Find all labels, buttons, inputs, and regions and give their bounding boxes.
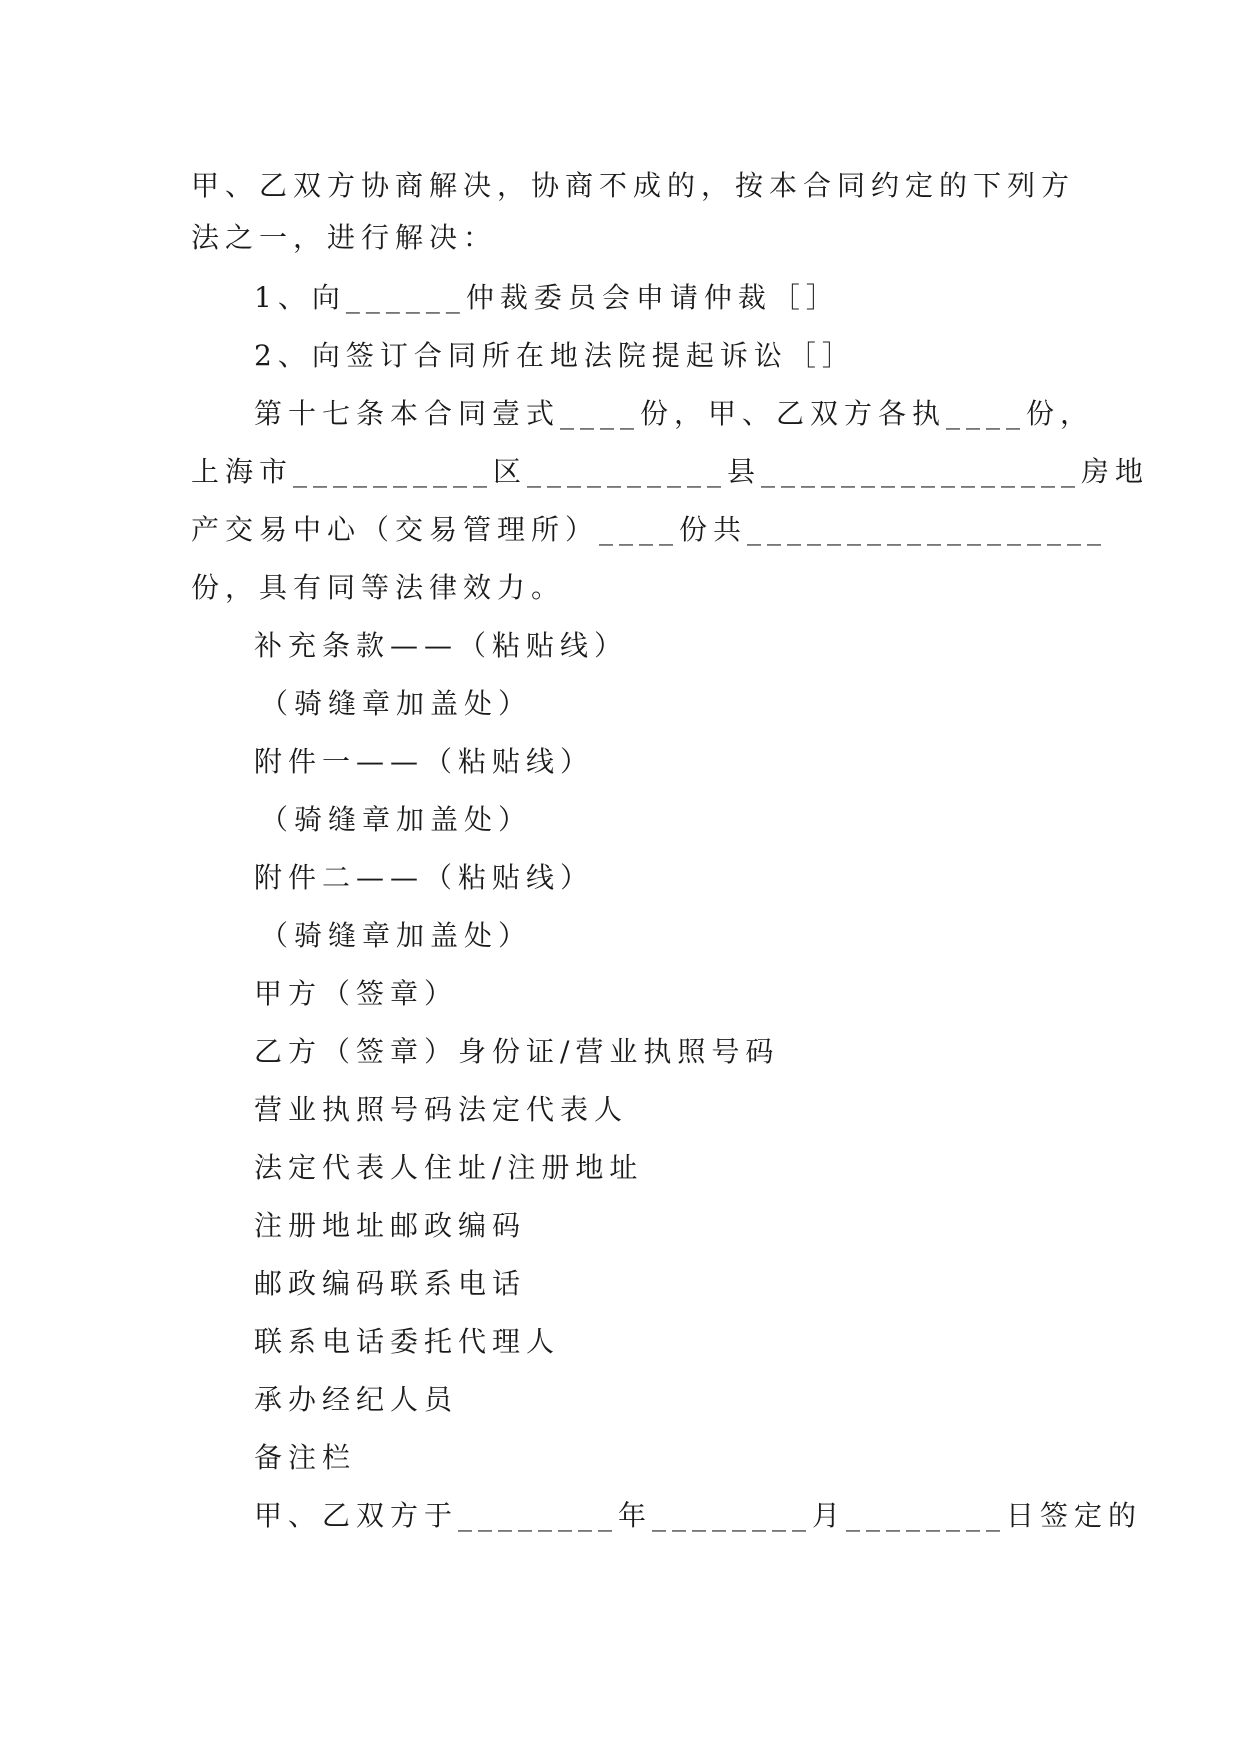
paragraph-line: 甲、乙双方协商解决，协商不成的，按本合同约定的下列方 <box>191 169 1076 202</box>
paragraph-line: 份，具有同等法律效力。 <box>191 571 566 604</box>
paragraph-line: 法之一，进行解决： <box>191 221 498 254</box>
signing-date-line: 甲、乙双方于________年________月________日签定的 <box>254 1499 1143 1532</box>
article-17-line: 第十七条本合同壹式____份，甲、乙双方各执____份， <box>254 397 1095 430</box>
representative-address-label: 法定代表人住址/注册地址 <box>254 1151 644 1184</box>
agent-label: 联系电话委托代理人 <box>254 1325 561 1358</box>
paragraph-line: 产交易中心（交易管理所）____份共__________________ <box>191 513 1108 546</box>
party-a-signature-label: 甲方（签章） <box>254 977 459 1010</box>
option-litigation: 2、向签订合同所在地法院提起诉讼［］ <box>254 339 856 372</box>
option-arbitration: 1、向______仲裁委员会申请仲裁［］ <box>254 281 840 314</box>
party-b-signature-label: 乙方（签章）身份证/营业执照号码 <box>254 1035 780 1068</box>
phone-label: 邮政编码联系电话 <box>254 1267 527 1300</box>
seal-placement-label: （骑缝章加盖处） <box>260 803 533 836</box>
seal-placement-label: （骑缝章加盖处） <box>260 919 533 952</box>
remarks-label: 备注栏 <box>254 1441 357 1474</box>
seal-placement-label: （骑缝章加盖处） <box>260 687 533 720</box>
postal-code-label: 注册地址邮政编码 <box>254 1209 527 1242</box>
business-license-label: 营业执照号码法定代表人 <box>254 1093 629 1126</box>
broker-label: 承办经纪人员 <box>254 1383 459 1416</box>
attachment-2-label: 附件二——（粘贴线） <box>254 861 595 894</box>
attachment-1-label: 附件一——（粘贴线） <box>254 745 595 778</box>
supplementary-clause-label: 补充条款——（粘贴线） <box>254 629 629 662</box>
paragraph-line: 上海市__________区__________县________________房地 <box>191 455 1150 488</box>
